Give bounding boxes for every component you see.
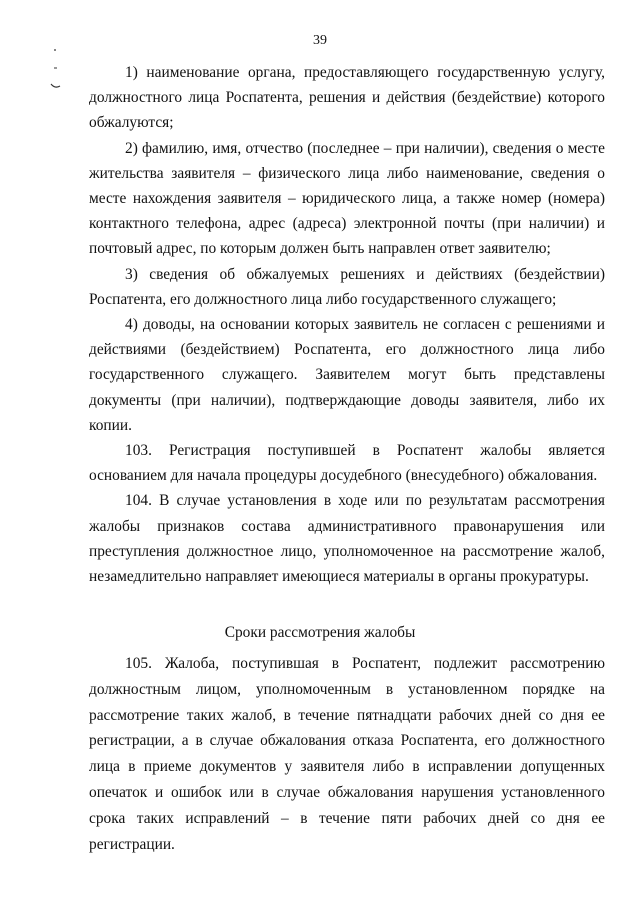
list-item: 2) фамилию, имя, отчество (последнее – при наличии), сведения о месте жительства заявителя – физического лица либо наименование, сведения о месте нахождения заявителя – юридического лица, а также номер (номера) контактного телефона, адрес (адреса) электронной почты (при наличии) и почтовый адрес, по которым должен быть направлен ответ заявителю; (89, 139, 605, 258)
list-item: 4) доводы, на основании которых заявитель не согласен с решениями и действиями (бездействием) Роспатента, его должностного лица либо государственного служащего. Заявителем могут быть представлены документы (при наличии), подтверждающие доводы заявителя, либо их копии. (89, 316, 605, 434)
page-number: 39 (313, 33, 327, 48)
section-heading: Сроки рассмотрения жалобы (224, 624, 416, 641)
list-item: 1) наименование органа, предоставляющего государственную услугу, должностного лица Роспатента, решения и действия (бездействие) которого обжалуются; (89, 64, 605, 132)
clause-paragraph: 105. Жалоба, поступившая в Роспатент, подлежит рассмотрению должностным лицом, уполномоченным в установленном порядке на рассмотрение таких жалоб, в течение пятнадцати рабочих дней со дня ее регистрации, а в случае обжалования отказа Роспатента, его должностного лица в приеме документов у заявителя либо в исправлении допущенных опечаток и ошибок или в случае обжалования нарушения установленного срока таких исправлений – в течение пяти рабочих дней со дня ее регистрации. (89, 655, 605, 853)
document-body-section (89, 651, 605, 857)
list-item: 3) сведения об обжалуемых решениях и действиях (бездействии) Роспатента, его должностного лица либо государственного служащего; (89, 265, 605, 308)
margin-scan-marks (44, 40, 64, 100)
document-body (89, 60, 605, 589)
clause-paragraph: 104. В случае установления в ходе или по результатам рассмотрения жалобы признаков состава административного правонарушения или преступления должностное лицо, уполномоченное на рассмотрение жалоб, незамедлительно направляет имеющиеся материалы в органы прокуратуры. (89, 492, 605, 586)
clause-paragraph: 103. Регистрация поступившей в Роспатент жалобы является основанием для начала процедуры досудебного (внесудебного) обжалования. (89, 442, 605, 485)
